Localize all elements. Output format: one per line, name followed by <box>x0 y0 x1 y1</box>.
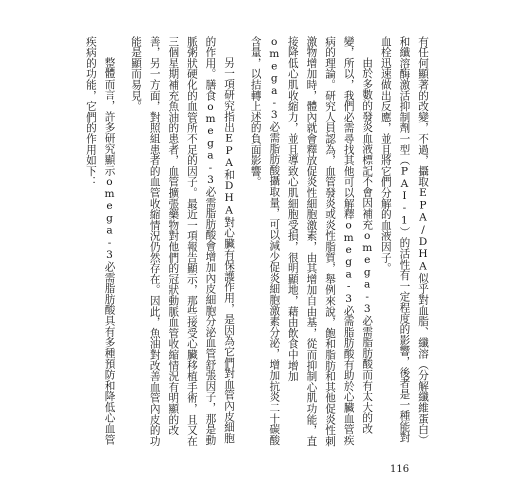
paragraph-1: 有任何顯著的改變，不過，攝取EPA/DHA似乎對血脂、纖溶（分解纖維蛋白）和纖溶酶激活抑制劑一型（PAI-1）的活性有一定程度的影響，後者是一種能對血栓迅速做出反應，並且將它們分解的血液因子。 <box>379 36 429 446</box>
paragraph-2: 由於多數的發炎血液標記不會因補充omega-3必需脂肪酸而有太大的改變，所以，我們必需尋找其他可以解釋omega-3必需脂肪酸有助於心臟血管疾病的理論。研究人員認為，血管發炎或炎性脂質，舉例來說，飽和脂肪和其他促炎性刺激物增加時，體內就會釋放促炎性細胞激素，由其增加自由基，從而抑制心肌功能，直接降低心肌收縮力，並且導致心肌細胞受損，很明顯地，藉由飲食中增加omega-3必需脂肪酸攝取量，可以減少促炎細胞激素分泌，增加抗炎二十碳酸含量，以拮轉上述的負面影響。 <box>249 36 374 447</box>
paragraph-3: 另一項研究指出EPA和DHA對心臟有保護作用，是因為它們對血管內皮細胞的作用。膳食omega-3必需脂肪酸會增加內皮細胞分泌血管舒張因子，那是動脈粥狀硬化的血管所不足的因子。最近一項報告顯示，那些接受心臟移植手術，且又在三個星期補充魚油的患者，血管擴張藥物對他們的冠狀動脈血管收縮情況有明顯的改善，另一方面，對照組患者的血管收縮情況仍然存在。因此，魚油對改善血管內皮的功能是顯而易見。 <box>130 36 236 447</box>
page-number: 116 <box>390 464 410 475</box>
paragraph-4: 整體而言，許多研究顯示omega-3必需脂肪酸具有多種預防和降低心血管疾病的功能，它們的作用如下： <box>84 36 116 445</box>
body-text <box>72 36 432 448</box>
